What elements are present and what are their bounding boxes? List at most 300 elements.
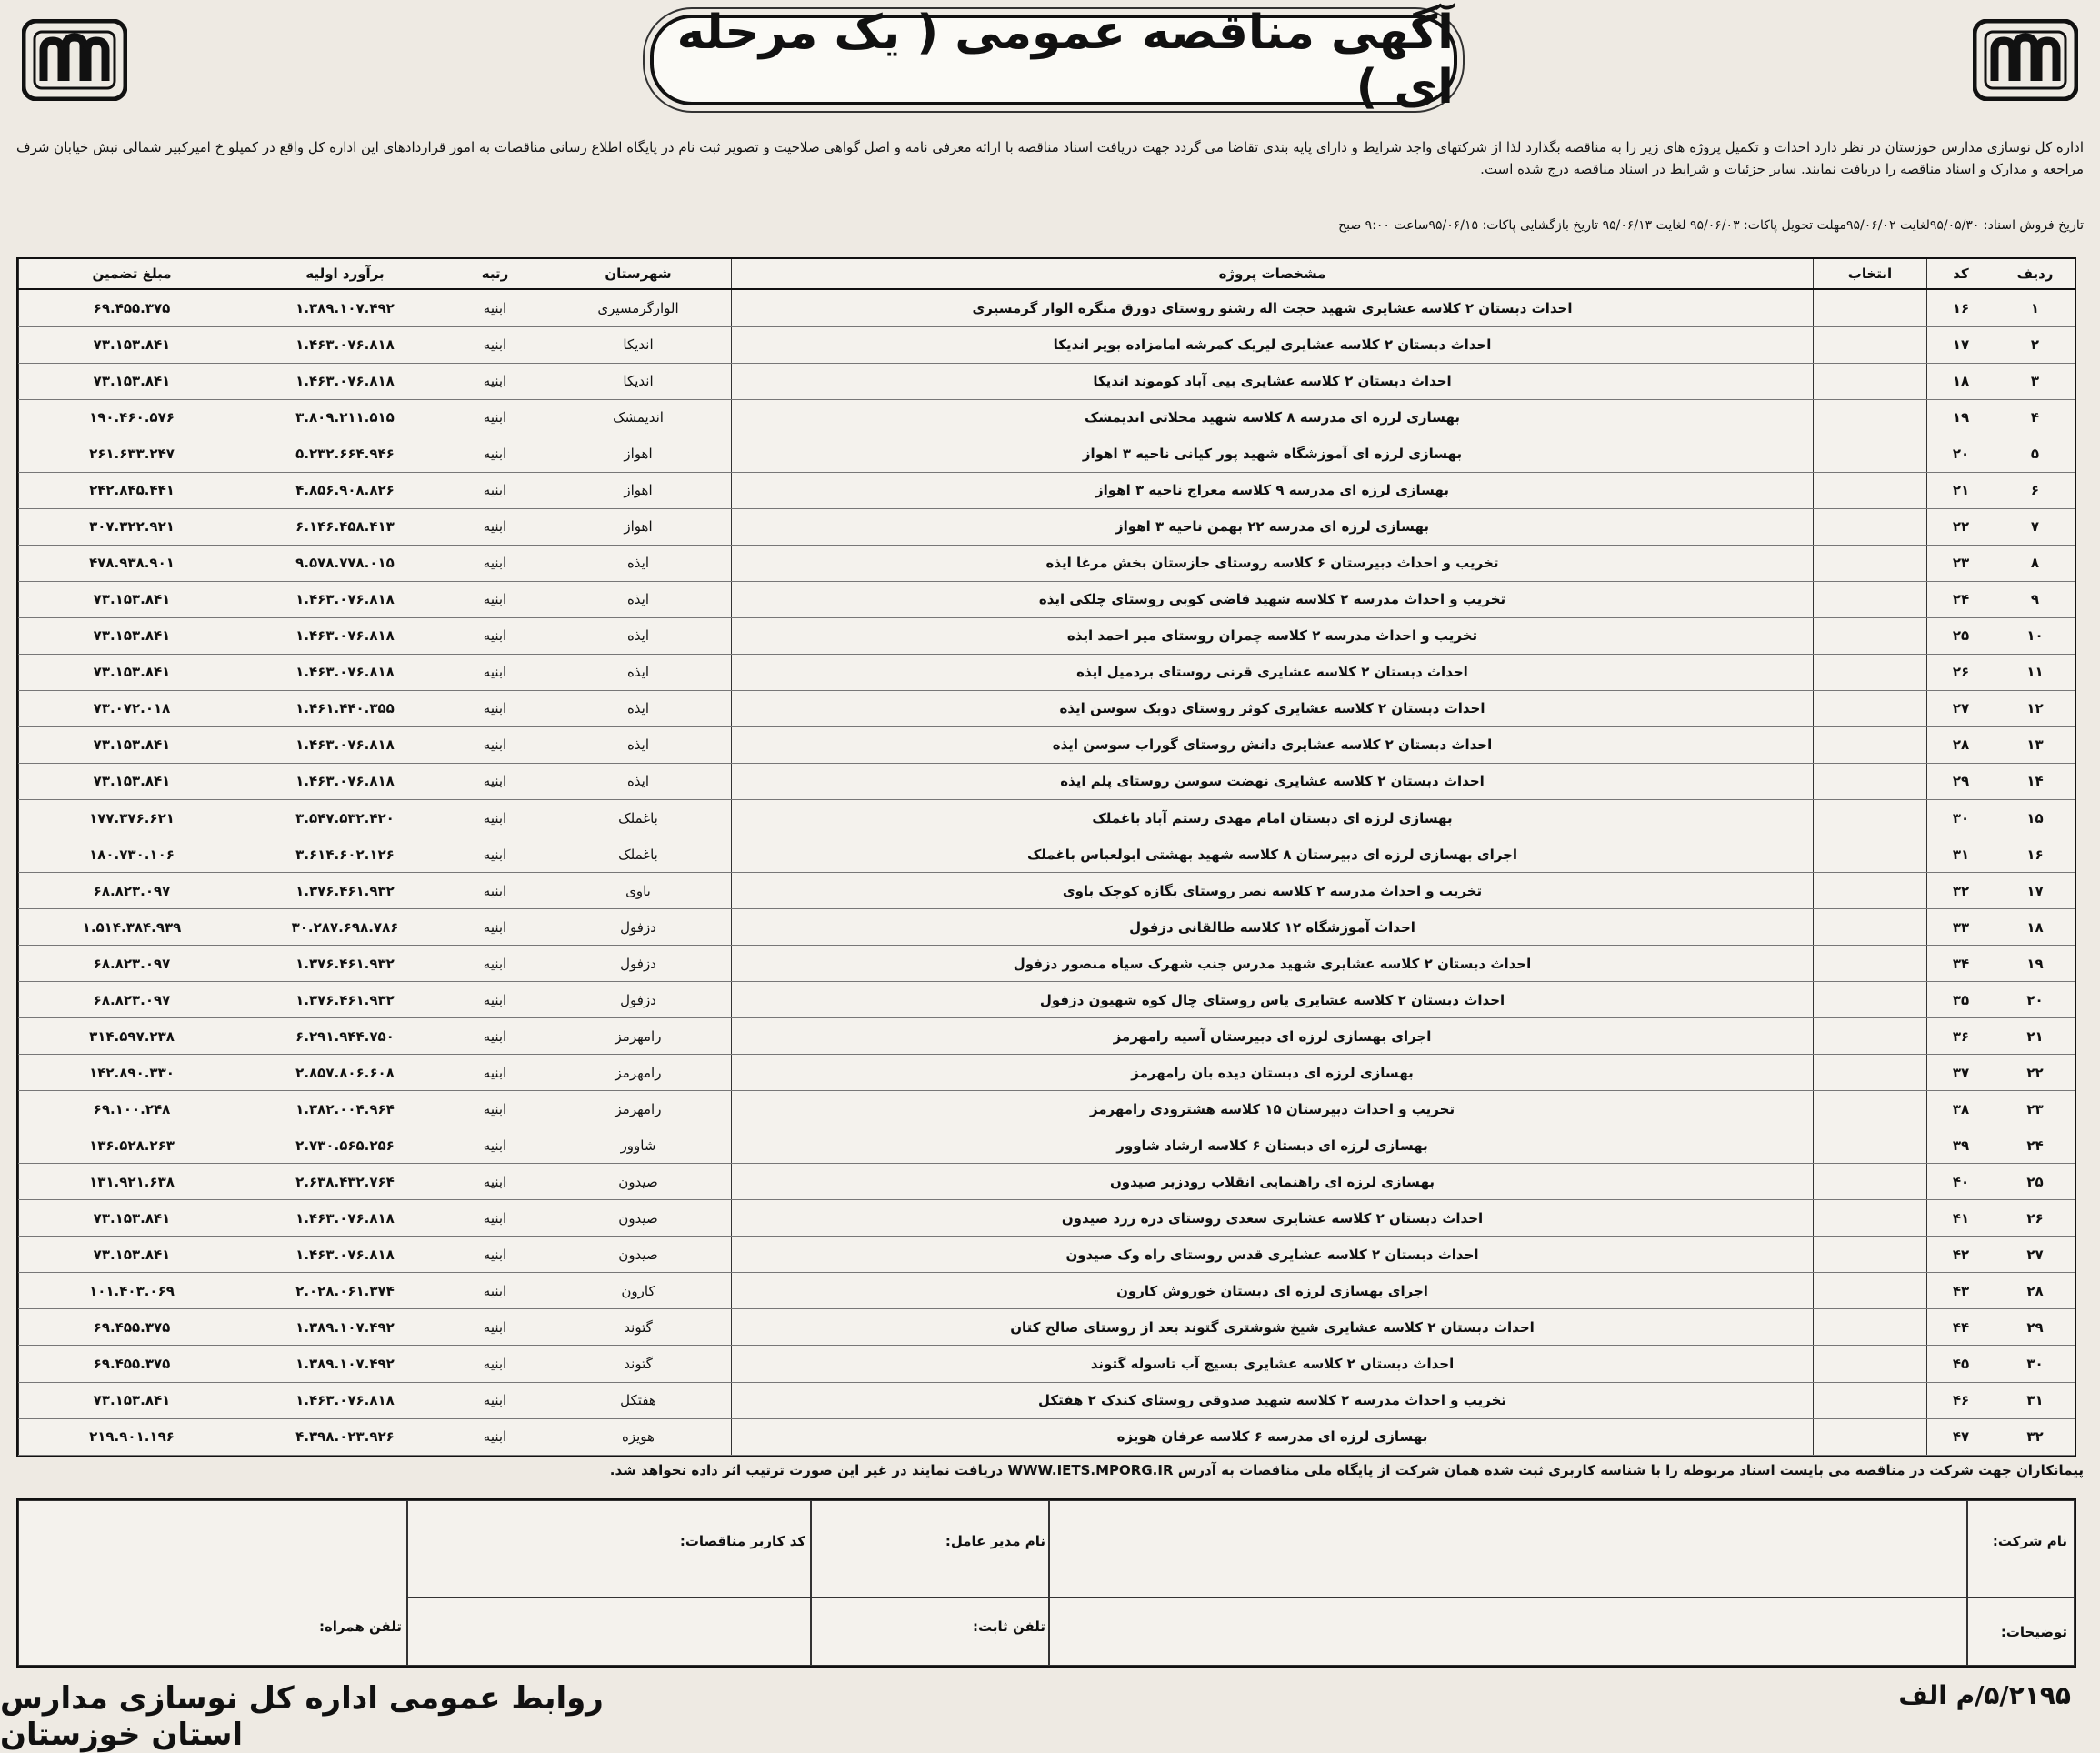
cell-code: ۲۹ — [1927, 763, 1995, 799]
cell-row-number: ۳۰ — [1995, 1346, 2075, 1382]
cell-project-spec: بهسازی لرزه ای دبستان امام مهدی رستم آباد باغملک — [732, 800, 1814, 836]
form-label-company: نام شرکت: — [1992, 1533, 2067, 1549]
cell-guarantee: ۱۴۲.۸۹۰.۳۳۰ — [19, 1055, 245, 1091]
cell-project-spec: احداث دبستان ۲ کلاسه عشایری کوثر روستای دوبک سوسن ایذه — [732, 690, 1814, 726]
cell-rank: ابنیه — [445, 545, 545, 581]
cell-estimate: ۱.۴۶۳.۰۷۶.۸۱۸ — [245, 1237, 445, 1273]
cell-city: صیدون — [545, 1164, 732, 1200]
cell-select[interactable] — [1814, 836, 1927, 873]
cell-estimate: ۲.۷۳۰.۵۶۵.۲۵۶ — [245, 1127, 445, 1164]
cell-select[interactable] — [1814, 1164, 1927, 1200]
cell-guarantee: ۱۳۱.۹۲۱.۶۳۸ — [19, 1164, 245, 1200]
footer-reference: ۵/۲۱۹۵/م الف — [1898, 1680, 2071, 1710]
cell-estimate: ۱.۴۶۳.۰۷۶.۸۱۸ — [245, 1200, 445, 1237]
table-row — [19, 436, 2075, 472]
cell-estimate: ۱.۴۶۳.۰۷۶.۸۱۸ — [245, 763, 445, 799]
cell-project-spec: احداث دبستان ۲ کلاسه عشایری دانش روستای گوراب سوسن ایذه — [732, 726, 1814, 763]
cell-select[interactable] — [1814, 982, 1927, 1018]
cell-city: رامهرمز — [545, 1018, 732, 1055]
header-select: انتخاب — [1814, 259, 1927, 289]
header-row-number: ردیف — [1995, 259, 2075, 289]
cell-row-number: ۲۹ — [1995, 1309, 2075, 1346]
cell-city: اندیکا — [545, 326, 732, 363]
cell-code: ۳۰ — [1927, 800, 1995, 836]
cell-row-number: ۱ — [1995, 289, 2075, 326]
page-title: آگهی مناقصه عمومی ( یک مرحله ای ) — [676, 5, 1454, 115]
cell-select[interactable] — [1814, 1382, 1927, 1418]
cell-estimate: ۱.۴۶۱.۴۴۰.۳۵۵ — [245, 690, 445, 726]
table-row — [19, 1127, 2075, 1164]
cell-project-spec: بهسازی لرزه ای مدرسه ۸ کلاسه شهید محلاتی اندیمشک — [732, 399, 1814, 436]
cell-row-number: ۲۰ — [1995, 982, 2075, 1018]
cell-select[interactable] — [1814, 800, 1927, 836]
form-extra-cell — [18, 1500, 407, 1666]
cell-project-spec: تخریب و احداث مدرسه ۲ کلاسه چمران روستای میر احمد ایذه — [732, 617, 1814, 654]
cell-select[interactable] — [1814, 436, 1927, 472]
cell-estimate: ۵.۲۳۲.۶۶۴.۹۴۶ — [245, 436, 445, 472]
cell-guarantee: ۷۳.۱۵۳.۸۴۱ — [19, 763, 245, 799]
cell-code: ۲۶ — [1927, 654, 1995, 690]
cell-row-number: ۱۷ — [1995, 873, 2075, 909]
cell-code: ۲۲ — [1927, 508, 1995, 545]
cell-select[interactable] — [1814, 873, 1927, 909]
cell-guarantee: ۷۳.۱۵۳.۸۴۱ — [19, 617, 245, 654]
header-code: کد — [1927, 259, 1995, 289]
cell-code: ۴۵ — [1927, 1346, 1995, 1382]
cell-project-spec: احداث دبستان ۲ کلاسه عشایری بیی آباد کوموند اندیکا — [732, 363, 1814, 399]
cell-rank: ابنیه — [445, 690, 545, 726]
cell-select[interactable] — [1814, 399, 1927, 436]
cell-guarantee: ۶۹.۴۵۵.۳۷۵ — [19, 289, 245, 326]
cell-row-number: ۷ — [1995, 508, 2075, 545]
cell-estimate: ۴.۸۵۶.۹۰۸.۸۲۶ — [245, 472, 445, 508]
cell-rank: ابنیه — [445, 326, 545, 363]
cell-select[interactable] — [1814, 946, 1927, 982]
table-row — [19, 1418, 2075, 1455]
cell-row-number: ۱۲ — [1995, 690, 2075, 726]
form-label-column — [1967, 1500, 2075, 1666]
cell-rank: ابنیه — [445, 873, 545, 909]
cell-row-number: ۱۱ — [1995, 654, 2075, 690]
cell-guarantee: ۲۶۱.۶۳۳.۲۴۷ — [19, 436, 245, 472]
cell-select[interactable] — [1814, 1309, 1927, 1346]
cell-city: رامهرمز — [545, 1091, 732, 1127]
cell-code: ۳۵ — [1927, 982, 1995, 1018]
table-row — [19, 472, 2075, 508]
cell-project-spec: احداث دبستان ۲ کلاسه عشایری قرنی روستای بردمیل ایذه — [732, 654, 1814, 690]
cell-estimate: ۱.۴۶۳.۰۷۶.۸۱۸ — [245, 363, 445, 399]
school-renovation-logo-icon — [1973, 19, 2078, 101]
cell-city: گتوند — [545, 1309, 732, 1346]
cell-project-spec: احداث آموزشگاه ۱۲ کلاسه طالقانی دزفول — [732, 909, 1814, 946]
cell-rank: ابنیه — [445, 909, 545, 946]
cell-code: ۳۱ — [1927, 836, 1995, 873]
cell-city: ایذه — [545, 581, 732, 617]
cell-project-spec: احداث دبستان ۲ کلاسه عشایری قدس روستای راه وک صیدون — [732, 1237, 1814, 1273]
cell-guarantee: ۱۹۰.۴۶۰.۵۷۶ — [19, 399, 245, 436]
form-label-landline: تلفن ثابت: — [972, 1618, 1045, 1635]
cell-estimate: ۱.۴۶۳.۰۷۶.۸۱۸ — [245, 326, 445, 363]
cell-project-spec: اجرای بهسازی لرزه ای دبیرستان آسیه رامهرمز — [732, 1018, 1814, 1055]
cell-estimate: ۱.۳۸۹.۱۰۷.۴۹۲ — [245, 1346, 445, 1382]
cell-project-spec: تخریب و احداث دبیرستان ۱۵ کلاسه هشترودی رامهرمز — [732, 1091, 1814, 1127]
cell-rank: ابنیه — [445, 982, 545, 1018]
table-row — [19, 581, 2075, 617]
cell-select[interactable] — [1814, 289, 1927, 326]
cell-estimate: ۱.۳۷۶.۴۶۱.۹۳۲ — [245, 946, 445, 982]
cell-select[interactable] — [1814, 363, 1927, 399]
cell-guarantee: ۱.۵۱۴.۳۸۴.۹۳۹ — [19, 909, 245, 946]
cell-rank: ابنیه — [445, 1200, 545, 1237]
cell-rank: ابنیه — [445, 800, 545, 836]
company-info-form — [16, 1498, 2076, 1668]
table-row — [19, 909, 2075, 946]
table-row — [19, 1273, 2075, 1309]
cell-estimate: ۱.۳۸۲.۰۰۴.۹۶۴ — [245, 1091, 445, 1127]
cell-city: اهواز — [545, 508, 732, 545]
cell-rank: ابنیه — [445, 1382, 545, 1418]
table-row — [19, 1309, 2075, 1346]
cell-rank: ابنیه — [445, 617, 545, 654]
cell-rank: ابنیه — [445, 1055, 545, 1091]
table-row — [19, 508, 2075, 545]
cell-row-number: ۳۱ — [1995, 1382, 2075, 1418]
registration-note: پیمانکاران جهت شرکت در مناقصه می بایست اسناد مربوطه را با شناسه کاربری ثبت شده همان شرکت از پایگاه ملی مناقصات به آدرس WWW.IETS.MPORG.IR دریافت نمایند در غیر این صورت ترتیب اثر داده نخواهد شد. — [609, 1462, 2084, 1478]
cell-project-spec: احداث دبستان ۲ کلاسه عشایری سعدی روستای دره زرد صیدون — [732, 1200, 1814, 1237]
cell-rank: ابنیه — [445, 399, 545, 436]
form-company-cell[interactable] — [1049, 1500, 1967, 1666]
cell-rank: ابنیه — [445, 726, 545, 763]
table-row — [19, 1200, 2075, 1237]
cell-code: ۲۷ — [1927, 690, 1995, 726]
cell-project-spec: احداث دبستان ۲ کلاسه عشایری شهید مدرس جنب شهرک سیاه منصور دزفول — [732, 946, 1814, 982]
intro-paragraph: اداره کل نوسازی مدارس خوزستان در نظر دارد احداث و تکمیل پروژه های زیر را به مناقصه بگذارد لذا از شرکتهای واجد شرایط و دارای پایه بندی تقاضا می گردد جهت دریافت اسناد مناقصه با ارائه معرفی نامه و اصل گواهی صلاحیت و تصویر ثبت نام در پایگاه اطلاع رسانی مناقصات به امور قراردادهای این اداره کل واقع در کمپلو خ امیرکبیر شمالی نبش خیابان شرف مراجعه و مدارک و اسناد مناقصه را دریافت نمایند. سایر جزئیات و شرایط در اسناد مناقصه درج شده است. — [16, 139, 2084, 177]
cell-rank: ابنیه — [445, 472, 545, 508]
cell-guarantee: ۷۳.۱۵۳.۸۴۱ — [19, 1382, 245, 1418]
cell-select[interactable] — [1814, 508, 1927, 545]
cell-select[interactable] — [1814, 1346, 1927, 1382]
cell-project-spec: بهسازی لرزه ای دبستان ۶ کلاسه ارشاد شاوور — [732, 1127, 1814, 1164]
cell-code: ۳۴ — [1927, 946, 1995, 982]
organization-logo-right — [1971, 16, 2080, 103]
cell-row-number: ۲۳ — [1995, 1091, 2075, 1127]
table-row — [19, 873, 2075, 909]
cell-code: ۱۷ — [1927, 326, 1995, 363]
cell-row-number: ۱۴ — [1995, 763, 2075, 799]
table-row — [19, 1164, 2075, 1200]
cell-estimate: ۱.۳۷۶.۴۶۱.۹۳۲ — [245, 982, 445, 1018]
cell-code: ۲۴ — [1927, 581, 1995, 617]
cell-guarantee: ۷۳.۱۵۳.۸۴۱ — [19, 326, 245, 363]
cell-city: ایذه — [545, 726, 732, 763]
cell-project-spec: بهسازی لرزه ای مدرسه ۲۲ بهمن ناحیه ۳ اهواز — [732, 508, 1814, 545]
cell-estimate: ۳.۶۱۴.۶۰۲.۱۲۶ — [245, 836, 445, 873]
cell-code: ۳۲ — [1927, 873, 1995, 909]
cell-guarantee: ۷۳.۰۷۲.۰۱۸ — [19, 690, 245, 726]
cell-row-number: ۲۸ — [1995, 1273, 2075, 1309]
cell-guarantee: ۶۹.۴۵۵.۳۷۵ — [19, 1309, 245, 1346]
table-row — [19, 1382, 2075, 1418]
cell-project-spec: احداث دبستان ۲ کلاسه عشایری شیخ شوشتری گتوند بعد از روستای صالح کتان — [732, 1309, 1814, 1346]
cell-row-number: ۱۸ — [1995, 909, 2075, 946]
cell-project-spec: بهسازی لرزه ای مدرسه ۶ کلاسه عرفان هویزه — [732, 1418, 1814, 1455]
cell-rank: ابنیه — [445, 508, 545, 545]
cell-code: ۴۰ — [1927, 1164, 1995, 1200]
cell-rank: ابنیه — [445, 581, 545, 617]
cell-rank: ابنیه — [445, 763, 545, 799]
cell-guarantee: ۷۳.۱۵۳.۸۴۱ — [19, 654, 245, 690]
cell-row-number: ۴ — [1995, 399, 2075, 436]
cell-guarantee: ۶۹.۱۰۰.۲۴۸ — [19, 1091, 245, 1127]
cell-guarantee: ۷۳.۱۵۳.۸۴۱ — [19, 363, 245, 399]
cell-guarantee: ۶۸.۸۲۳.۰۹۷ — [19, 946, 245, 982]
cell-estimate: ۱.۴۶۳.۰۷۶.۸۱۸ — [245, 617, 445, 654]
cell-project-spec: تخریب و احداث مدرسه ۲ کلاسه شهید صدوقی روستای کندک ۲ هفتکل — [732, 1382, 1814, 1418]
form-label-user-code: کد کاربر مناقصات: — [679, 1533, 805, 1549]
cell-estimate: ۲.۸۵۷.۸۰۶.۶۰۸ — [245, 1055, 445, 1091]
table-header-row — [19, 259, 2075, 289]
cell-city: صیدون — [545, 1200, 732, 1237]
cell-select[interactable] — [1814, 617, 1927, 654]
cell-rank: ابنیه — [445, 289, 545, 326]
table-row — [19, 836, 2075, 873]
cell-guarantee: ۶۸.۸۲۳.۰۹۷ — [19, 982, 245, 1018]
cell-select[interactable] — [1814, 1127, 1927, 1164]
cell-select[interactable] — [1814, 909, 1927, 946]
cell-estimate: ۲.۶۳۸.۴۳۲.۷۶۴ — [245, 1164, 445, 1200]
cell-code: ۴۴ — [1927, 1309, 1995, 1346]
cell-select[interactable] — [1814, 1273, 1927, 1309]
cell-city: اهواز — [545, 436, 732, 472]
cell-estimate: ۱.۴۶۳.۰۷۶.۸۱۸ — [245, 654, 445, 690]
cell-guarantee: ۷۳.۱۵۳.۸۴۱ — [19, 1237, 245, 1273]
cell-row-number: ۹ — [1995, 581, 2075, 617]
cell-rank: ابنیه — [445, 946, 545, 982]
school-renovation-logo-icon — [22, 19, 127, 101]
table-row — [19, 1346, 2075, 1382]
cell-code: ۴۶ — [1927, 1382, 1995, 1418]
table-row — [19, 726, 2075, 763]
table-row — [19, 946, 2075, 982]
cell-row-number: ۳۲ — [1995, 1418, 2075, 1455]
cell-select[interactable] — [1814, 472, 1927, 508]
cell-project-spec: احداث دبستان ۲ کلاسه عشایری یاس روستای چال کوه شهیون دزفول — [732, 982, 1814, 1018]
cell-estimate: ۴.۳۹۸.۰۲۳.۹۲۶ — [245, 1418, 445, 1455]
cell-row-number: ۳ — [1995, 363, 2075, 399]
projects-table-container — [16, 257, 2076, 1457]
cell-code: ۱۸ — [1927, 363, 1995, 399]
cell-rank: ابنیه — [445, 1018, 545, 1055]
cell-city: ایذه — [545, 545, 732, 581]
cell-city: اندیمشک — [545, 399, 732, 436]
projects-table — [18, 259, 2075, 1456]
cell-select[interactable] — [1814, 1018, 1927, 1055]
header-city: شهرستان — [545, 259, 732, 289]
cell-code: ۲۱ — [1927, 472, 1995, 508]
cell-select[interactable] — [1814, 654, 1927, 690]
cell-row-number: ۶ — [1995, 472, 2075, 508]
cell-code: ۲۸ — [1927, 726, 1995, 763]
cell-estimate: ۶.۲۹۱.۹۴۴.۷۵۰ — [245, 1018, 445, 1055]
cell-city: دزفول — [545, 946, 732, 982]
cell-code: ۱۹ — [1927, 399, 1995, 436]
cell-code: ۳۸ — [1927, 1091, 1995, 1127]
cell-guarantee: ۷۳.۱۵۳.۸۴۱ — [19, 726, 245, 763]
cell-rank: ابنیه — [445, 1309, 545, 1346]
cell-select[interactable] — [1814, 726, 1927, 763]
cell-row-number: ۸ — [1995, 545, 2075, 581]
cell-code: ۴۲ — [1927, 1237, 1995, 1273]
table-row — [19, 326, 2075, 363]
cell-select[interactable] — [1814, 1237, 1927, 1273]
cell-guarantee: ۴۷۸.۹۳۸.۹۰۱ — [19, 545, 245, 581]
cell-city: شاوور — [545, 1127, 732, 1164]
cell-select[interactable] — [1814, 1200, 1927, 1237]
cell-estimate: ۳.۵۴۷.۵۳۲.۴۲۰ — [245, 800, 445, 836]
cell-rank: ابنیه — [445, 1237, 545, 1273]
cell-guarantee: ۲۴۲.۸۴۵.۴۴۱ — [19, 472, 245, 508]
cell-city: کارون — [545, 1273, 732, 1309]
form-divider — [407, 1597, 2075, 1598]
cell-estimate: ۳.۸۰۹.۲۱۱.۵۱۵ — [245, 399, 445, 436]
cell-city: اندیکا — [545, 363, 732, 399]
cell-city: ایذه — [545, 654, 732, 690]
table-row — [19, 982, 2075, 1018]
cell-rank: ابنیه — [445, 1127, 545, 1164]
header-guarantee: مبلغ تضمین — [19, 259, 245, 289]
cell-select[interactable] — [1814, 545, 1927, 581]
cell-estimate: ۱.۳۸۹.۱۰۷.۴۹۲ — [245, 289, 445, 326]
organization-logo-left — [20, 16, 129, 103]
cell-guarantee: ۶۹.۴۵۵.۳۷۵ — [19, 1346, 245, 1382]
cell-city: هفتکل — [545, 1382, 732, 1418]
cell-project-spec: بهسازی لرزه ای مدرسه ۹ کلاسه معراج ناحیه ۳ اهواز — [732, 472, 1814, 508]
table-row — [19, 399, 2075, 436]
cell-code: ۳۶ — [1927, 1018, 1995, 1055]
cell-city: گتوند — [545, 1346, 732, 1382]
cell-code: ۴۱ — [1927, 1200, 1995, 1237]
table-row — [19, 800, 2075, 836]
cell-guarantee: ۷۳.۱۵۳.۸۴۱ — [19, 581, 245, 617]
cell-estimate: ۲.۰۲۸.۰۶۱.۳۷۴ — [245, 1273, 445, 1309]
cell-project-spec: بهسازی لرزه ای دبستان دیده بان رامهرمز — [732, 1055, 1814, 1091]
cell-estimate: ۹.۵۷۸.۷۷۸.۰۱۵ — [245, 545, 445, 581]
cell-code: ۴۷ — [1927, 1418, 1995, 1455]
cell-guarantee: ۱۳۶.۵۲۸.۲۶۳ — [19, 1127, 245, 1164]
cell-select[interactable] — [1814, 1091, 1927, 1127]
cell-select[interactable] — [1814, 690, 1927, 726]
cell-city: باغملک — [545, 800, 732, 836]
cell-guarantee: ۳۱۴.۵۹۷.۲۳۸ — [19, 1018, 245, 1055]
cell-code: ۴۳ — [1927, 1273, 1995, 1309]
form-label-mobile: تلفن همراه: — [318, 1618, 402, 1635]
form-label-description: توضیحات: — [2000, 1624, 2067, 1640]
cell-city: رامهرمز — [545, 1055, 732, 1091]
cell-city: اهواز — [545, 472, 732, 508]
form-ceo-cell[interactable] — [811, 1500, 1049, 1666]
cell-project-spec: احداث دبستان ۲ کلاسه عشایری شهید حجت اله رشنو روستای دورق منگره الوار گرمسیری — [732, 289, 1814, 326]
form-usercode-cell[interactable] — [407, 1500, 811, 1666]
cell-row-number: ۲۵ — [1995, 1164, 2075, 1200]
header-estimate: برآورد اولیه — [245, 259, 445, 289]
cell-project-spec: احداث دبستان ۲ کلاسه عشایری لیریک کمرشه امامزاده بویر اندیکا — [732, 326, 1814, 363]
table-row — [19, 1018, 2075, 1055]
cell-select[interactable] — [1814, 1418, 1927, 1455]
cell-select[interactable] — [1814, 581, 1927, 617]
cell-city: ایذه — [545, 763, 732, 799]
table-row — [19, 545, 2075, 581]
cell-code: ۳۹ — [1927, 1127, 1995, 1164]
table-row — [19, 654, 2075, 690]
cell-project-spec: بهسازی لرزه ای راهنمایی انقلاب رودزبر صیدون — [732, 1164, 1814, 1200]
cell-row-number: ۱۰ — [1995, 617, 2075, 654]
cell-code: ۱۶ — [1927, 289, 1995, 326]
cell-city: باغملک — [545, 836, 732, 873]
table-body — [19, 289, 2075, 1456]
cell-select[interactable] — [1814, 763, 1927, 799]
cell-rank: ابنیه — [445, 1164, 545, 1200]
tender-dates: تاریخ فروش اسناد: ۹۵/۰۵/۳۰لغایت ۹۵/۰۶/۰۲مهلت تحویل پاکات: ۹۵/۰۶/۰۳ لغایت ۹۵/۰۶/۱۳ تاریخ بازگشایی پاکات: ۹۵/۰۶/۱۵ساعت ۹:۰۰ صبح — [1338, 218, 2084, 233]
cell-city: دزفول — [545, 982, 732, 1018]
cell-code: ۲۰ — [1927, 436, 1995, 472]
cell-project-spec: تخریب و احداث مدرسه ۲ کلاسه نصر روستای بگازه کوچک باوی — [732, 873, 1814, 909]
cell-code: ۲۳ — [1927, 545, 1995, 581]
cell-rank: ابنیه — [445, 1418, 545, 1455]
cell-estimate: ۱.۳۸۹.۱۰۷.۴۹۲ — [245, 1309, 445, 1346]
cell-estimate: ۱.۴۶۳.۰۷۶.۸۱۸ — [245, 581, 445, 617]
cell-rank: ابنیه — [445, 654, 545, 690]
cell-row-number: ۱۹ — [1995, 946, 2075, 982]
table-row — [19, 363, 2075, 399]
cell-project-spec: بهسازی لرزه ای آموزشگاه شهید پور کیانی ناحیه ۳ اهواز — [732, 436, 1814, 472]
cell-city: هویزه — [545, 1418, 732, 1455]
cell-guarantee: ۱۸۰.۷۳۰.۱۰۶ — [19, 836, 245, 873]
cell-row-number: ۱۶ — [1995, 836, 2075, 873]
table-row — [19, 763, 2075, 799]
cell-rank: ابنیه — [445, 1273, 545, 1309]
cell-guarantee: ۶۸.۸۲۳.۰۹۷ — [19, 873, 245, 909]
cell-estimate: ۱.۴۶۳.۰۷۶.۸۱۸ — [245, 1382, 445, 1418]
cell-row-number: ۵ — [1995, 436, 2075, 472]
table-row — [19, 617, 2075, 654]
cell-rank: ابنیه — [445, 436, 545, 472]
cell-select[interactable] — [1814, 326, 1927, 363]
cell-estimate: ۱.۴۶۳.۰۷۶.۸۱۸ — [245, 726, 445, 763]
cell-estimate: ۳۰.۲۸۷.۶۹۸.۷۸۶ — [245, 909, 445, 946]
cell-row-number: ۲۶ — [1995, 1200, 2075, 1237]
cell-guarantee: ۷۳.۱۵۳.۸۴۱ — [19, 1200, 245, 1237]
cell-rank: ابنیه — [445, 1346, 545, 1382]
table-row — [19, 1091, 2075, 1127]
title-banner — [650, 5, 1457, 115]
cell-city: باوی — [545, 873, 732, 909]
cell-select[interactable] — [1814, 1055, 1927, 1091]
table-row — [19, 289, 2075, 326]
footer-organization: روابط عمومی اداره کل نوسازی مدارس استان خوزستان — [0, 1680, 604, 1753]
cell-project-spec: احداث دبستان ۲ کلاسه عشایری نهضت سوسن روستای پلم ایذه — [732, 763, 1814, 799]
cell-rank: ابنیه — [445, 836, 545, 873]
header-project-spec: مشخصات پروژه — [732, 259, 1814, 289]
cell-row-number: ۲۲ — [1995, 1055, 2075, 1091]
form-label-ceo: نام مدیر عامل: — [945, 1533, 1045, 1549]
cell-city: صیدون — [545, 1237, 732, 1273]
cell-estimate: ۶.۱۴۶.۴۵۸.۴۱۳ — [245, 508, 445, 545]
cell-city: دزفول — [545, 909, 732, 946]
table-row — [19, 1055, 2075, 1091]
cell-row-number: ۱۳ — [1995, 726, 2075, 763]
cell-row-number: ۲۴ — [1995, 1127, 2075, 1164]
cell-project-spec: تخریب و احداث دبیرستان ۶ کلاسه روستای جازستان بخش مرغا ایذه — [732, 545, 1814, 581]
